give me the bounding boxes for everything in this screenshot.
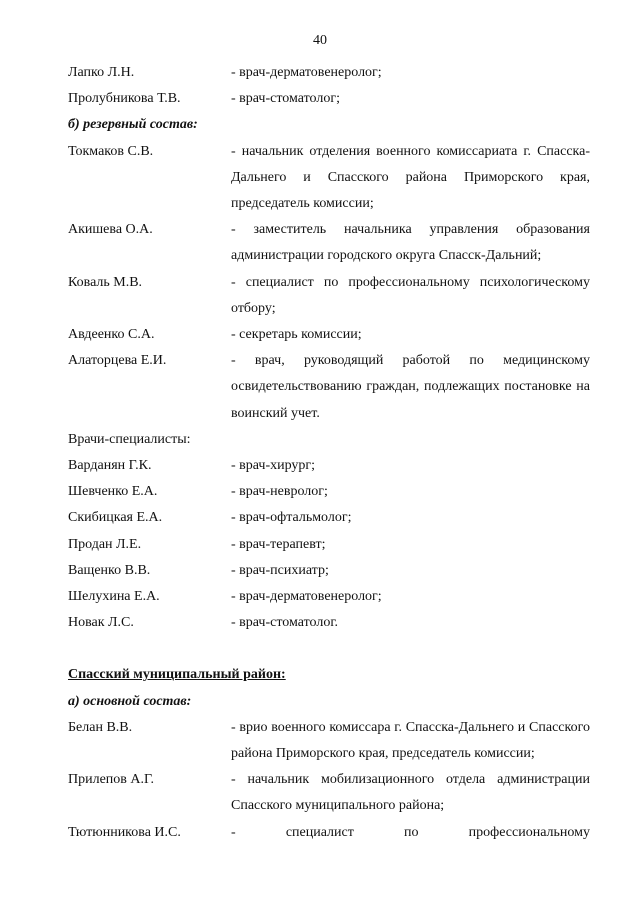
member-name: Акишева О.А. bbox=[68, 222, 153, 238]
member-row bbox=[68, 767, 590, 819]
member-name: Тютюнникова И.С. bbox=[68, 824, 181, 840]
reserve-heading: б) резервный состав: bbox=[68, 117, 198, 133]
member-role: - врач-терапевт; bbox=[231, 536, 326, 552]
member-row bbox=[68, 610, 590, 636]
member-role: - врач-хирург; bbox=[231, 458, 316, 474]
district-heading: Спасский муниципальный район: bbox=[68, 667, 286, 683]
member-role: - специалист по профессиональному bbox=[231, 824, 590, 840]
member-role: - врач-психиатр; bbox=[231, 562, 329, 578]
member-name: Лапко Л.Н. bbox=[68, 65, 135, 80]
member-name: Ващенко В.В. bbox=[68, 562, 151, 578]
member-row bbox=[68, 584, 590, 610]
specialists-heading: Врачи-специалисты: bbox=[68, 431, 191, 447]
member-role: - начальник отделения военного комиссариата г. Спасска-Дальнего и Спасского района Приморского края, председатель комиссии; bbox=[231, 143, 590, 212]
member-role: - врач-офтальмолог; bbox=[231, 510, 352, 526]
member-row bbox=[68, 453, 590, 479]
member-name: Варданян Г.К. bbox=[68, 458, 152, 474]
member-role: - врач-стоматолог; bbox=[231, 91, 340, 107]
member-name: Шевченко Е.А. bbox=[68, 484, 158, 500]
member-role: - врач-дерматовенеролог; bbox=[231, 589, 382, 605]
member-name: Прилепов А.Г. bbox=[68, 772, 155, 788]
main-heading: а) основной состав: bbox=[68, 693, 192, 709]
member-name: Скибицкая Е.А. bbox=[68, 510, 163, 526]
member-role: - заместитель начальника управления образования администрации городского округа Спасск-Дальний; bbox=[231, 222, 590, 264]
member-name: Продан Л.Е. bbox=[68, 536, 142, 552]
document-body bbox=[68, 60, 590, 846]
member-role: - врио военного комиссара г. Спасска-Дальнего и Спасского района Приморского края, председатель комиссии; bbox=[231, 719, 590, 762]
member-role: - специалист по профессиональному психологическому отбору; bbox=[231, 274, 590, 316]
member-row bbox=[68, 532, 590, 558]
member-role: - врач-дерматовенеролог; bbox=[231, 65, 382, 80]
member-row bbox=[68, 139, 590, 218]
member-name: Авдеенко С.А. bbox=[68, 327, 155, 343]
member-row bbox=[68, 60, 590, 86]
member-row bbox=[68, 270, 590, 322]
member-name: Токмаков С.В. bbox=[68, 143, 154, 159]
member-name: Белан В.В. bbox=[68, 719, 133, 735]
member-name: Коваль М.В. bbox=[68, 274, 143, 290]
member-role: - врач-стоматолог. bbox=[231, 615, 339, 631]
member-role: - начальник мобилизационного отдела администрации Спасского муниципального района; bbox=[231, 772, 590, 814]
member-name: Новак Л.С. bbox=[68, 615, 134, 631]
member-row bbox=[68, 479, 590, 505]
member-row bbox=[68, 86, 590, 112]
member-row bbox=[68, 505, 590, 531]
member-row bbox=[68, 348, 590, 427]
member-row bbox=[68, 217, 590, 269]
member-role: - врач, руководящий работой по медицинскому освидетельствованию граждан, подлежащих постановке на воинский учет. bbox=[231, 353, 590, 421]
member-role: - секретарь комиссии; bbox=[231, 327, 362, 343]
member-row bbox=[68, 715, 590, 767]
member-row bbox=[68, 322, 590, 348]
page-number: 40 bbox=[313, 33, 327, 48]
member-row bbox=[68, 820, 590, 846]
member-row bbox=[68, 558, 590, 584]
member-role: - врач-невролог; bbox=[231, 484, 328, 500]
member-name: Пролубникова Т.В. bbox=[68, 91, 181, 107]
section-gap bbox=[68, 636, 590, 662]
member-name: Алаторцева Е.И. bbox=[68, 353, 167, 369]
member-name: Шелухина Е.А. bbox=[68, 589, 160, 605]
